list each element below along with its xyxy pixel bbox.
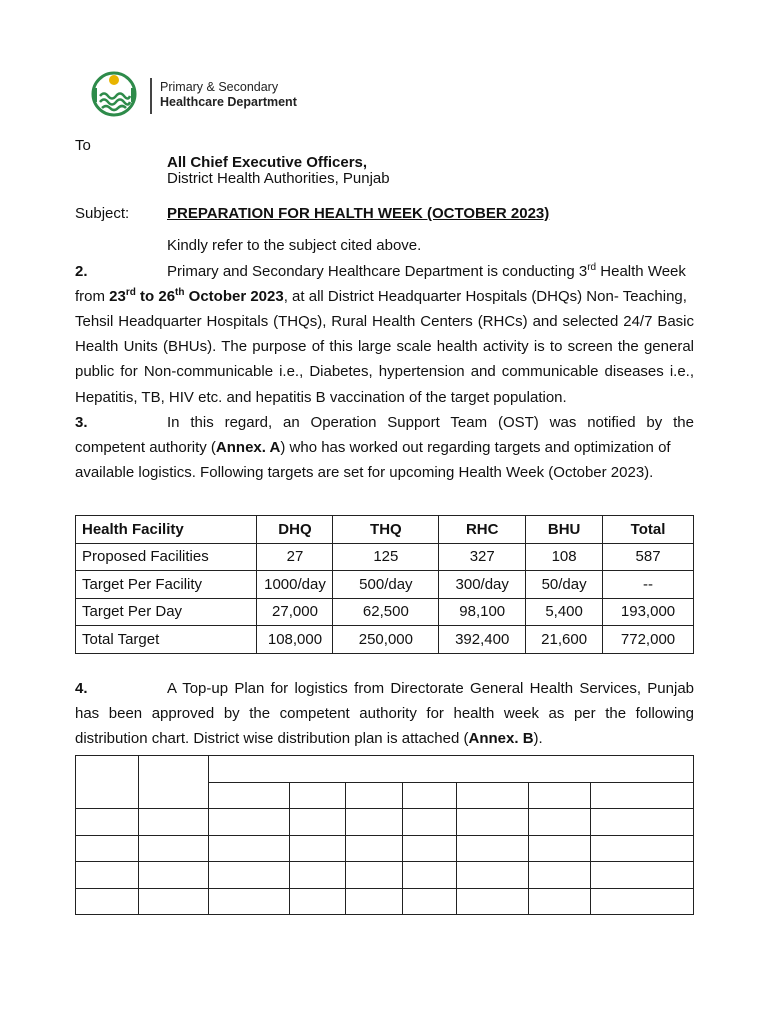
table-cell <box>529 835 591 862</box>
table-cell: 772,000 <box>603 626 694 654</box>
table-row <box>76 862 694 889</box>
targets-table <box>75 515 694 654</box>
distribution-table <box>75 755 694 915</box>
table-cell: 587 <box>603 543 694 571</box>
table-cell <box>591 809 694 836</box>
table-row <box>76 888 694 915</box>
para2-line6: Hepatitis, TB, HIV etc. and hepatitis B vaccination of the target population. <box>75 389 567 406</box>
table-cell: 327 <box>439 543 526 571</box>
table-cell <box>138 756 208 809</box>
table-cell <box>529 888 591 915</box>
table-cell <box>76 756 139 809</box>
row-label: Target Per Day <box>76 598 257 626</box>
para2-line3: Tehsil Headquarter Hospitals (THQs), Rural Health Centers (RHCs) and selected 24/7 Basic <box>75 313 694 330</box>
table-cell <box>591 862 694 889</box>
table-cell: 27,000 <box>257 598 333 626</box>
table-cell <box>403 809 457 836</box>
table-row <box>76 626 694 654</box>
table-cell <box>138 809 208 836</box>
table-row <box>76 809 694 836</box>
table-row <box>76 571 694 599</box>
department-header <box>86 70 306 118</box>
para2-line2: from 23rd to 26th October 2023, at all District Headquarter Hospitals (DHQs) Non- Teaching, <box>75 287 687 305</box>
table-cell <box>457 888 529 915</box>
para3-line1: In this regard, an Operation Support Team (OST) was notified by the <box>167 414 694 431</box>
header-cell: Health Facility <box>76 516 257 544</box>
punjab-emblem-icon <box>86 70 142 118</box>
table-cell <box>591 888 694 915</box>
table-cell <box>208 809 289 836</box>
table-cell: 5,400 <box>526 598 603 626</box>
table-cell <box>208 835 289 862</box>
table-cell: 98,100 <box>439 598 526 626</box>
header-cell: BHU <box>526 516 603 544</box>
table-cell: 62,500 <box>333 598 439 626</box>
table-cell <box>208 782 289 809</box>
table-cell <box>591 782 694 809</box>
table-cell <box>208 862 289 889</box>
para2-line1: Primary and Secondary Healthcare Department is conducting 3rd Health Week <box>167 262 686 280</box>
table-cell <box>457 835 529 862</box>
table-cell: 392,400 <box>439 626 526 654</box>
table-cell <box>345 888 403 915</box>
table-cell: 300/day <box>439 571 526 599</box>
subject-label: Subject: <box>75 205 130 222</box>
para4-line1: A Top-up Plan for logistics from Directorate General Health Services, Punjab <box>167 680 694 697</box>
table-cell <box>138 835 208 862</box>
table-cell: -- <box>603 571 694 599</box>
table-cell <box>403 782 457 809</box>
header-divider <box>150 78 152 114</box>
table-row <box>76 598 694 626</box>
table-cell <box>289 835 345 862</box>
table-cell: 1000/day <box>257 571 333 599</box>
subject-text: PREPARATION FOR HEALTH WEEK (OCTOBER 2023) <box>167 205 550 222</box>
para4-line3: distribution chart. District wise distribution plan is attached (Annex. B). <box>75 730 543 747</box>
table-cell <box>76 862 139 889</box>
table-cell <box>208 888 289 915</box>
para3-line2: competent authority (Annex. A) who has worked out regarding targets and optimization of <box>75 439 671 456</box>
row-label: Proposed Facilities <box>76 543 257 571</box>
recipient-org: District Health Authorities, Punjab <box>167 170 390 187</box>
para4-number: 4. <box>75 680 88 697</box>
header-cell: DHQ <box>257 516 333 544</box>
table-cell <box>529 862 591 889</box>
para2-number: 2. <box>75 263 88 280</box>
table-cell: 125 <box>333 543 439 571</box>
table-row <box>76 756 694 783</box>
table-row <box>76 543 694 571</box>
table-cell <box>457 809 529 836</box>
table-cell <box>208 756 693 783</box>
table-cell <box>289 809 345 836</box>
para3-line3: available logistics. Following targets are set for upcoming Health Week (October 2023). <box>75 464 654 481</box>
table-cell: 27 <box>257 543 333 571</box>
para4-line2: has been approved by the competent authority for health week as per the following <box>75 705 694 722</box>
table-cell: 21,600 <box>526 626 603 654</box>
table-cell <box>345 835 403 862</box>
table-cell <box>529 782 591 809</box>
table-cell <box>345 782 403 809</box>
para2-line5: public for Non-communicable i.e., Diabetes, hypertension and communicable diseases i.e., <box>75 363 694 380</box>
table-cell <box>76 835 139 862</box>
table-cell <box>289 782 345 809</box>
table-cell <box>138 888 208 915</box>
table-cell <box>345 862 403 889</box>
table-cell: 193,000 <box>603 598 694 626</box>
table-cell: 108 <box>526 543 603 571</box>
row-label: Target Per Facility <box>76 571 257 599</box>
table-cell <box>457 782 529 809</box>
table-cell <box>403 888 457 915</box>
table-cell <box>76 809 139 836</box>
table-cell <box>289 888 345 915</box>
table-cell <box>403 835 457 862</box>
table-cell: 50/day <box>526 571 603 599</box>
table-cell <box>529 809 591 836</box>
intro-line: Kindly refer to the subject cited above. <box>167 237 422 254</box>
table-cell: 108,000 <box>257 626 333 654</box>
department-name-line2: Healthcare Department <box>160 95 297 109</box>
table-cell <box>289 862 345 889</box>
to-label: To <box>75 137 91 154</box>
header-cell: Total <box>603 516 694 544</box>
para3-number: 3. <box>75 414 88 431</box>
table-cell <box>345 809 403 836</box>
table-cell <box>457 862 529 889</box>
header-cell: RHC <box>439 516 526 544</box>
header-cell: THQ <box>333 516 439 544</box>
targets-table-header <box>76 516 694 544</box>
table-cell <box>591 835 694 862</box>
table-cell <box>403 862 457 889</box>
table-cell: 250,000 <box>333 626 439 654</box>
department-name-line1: Primary & Secondary <box>160 80 279 94</box>
row-label: Total Target <box>76 626 257 654</box>
para2-line4: Health Units (BHUs). The purpose of this large scale health activity is to screen the general <box>75 338 694 355</box>
table-cell <box>138 862 208 889</box>
table-cell: 500/day <box>333 571 439 599</box>
recipient: All Chief Executive Officers, <box>167 154 368 171</box>
table-row <box>76 835 694 862</box>
table-cell <box>76 888 139 915</box>
